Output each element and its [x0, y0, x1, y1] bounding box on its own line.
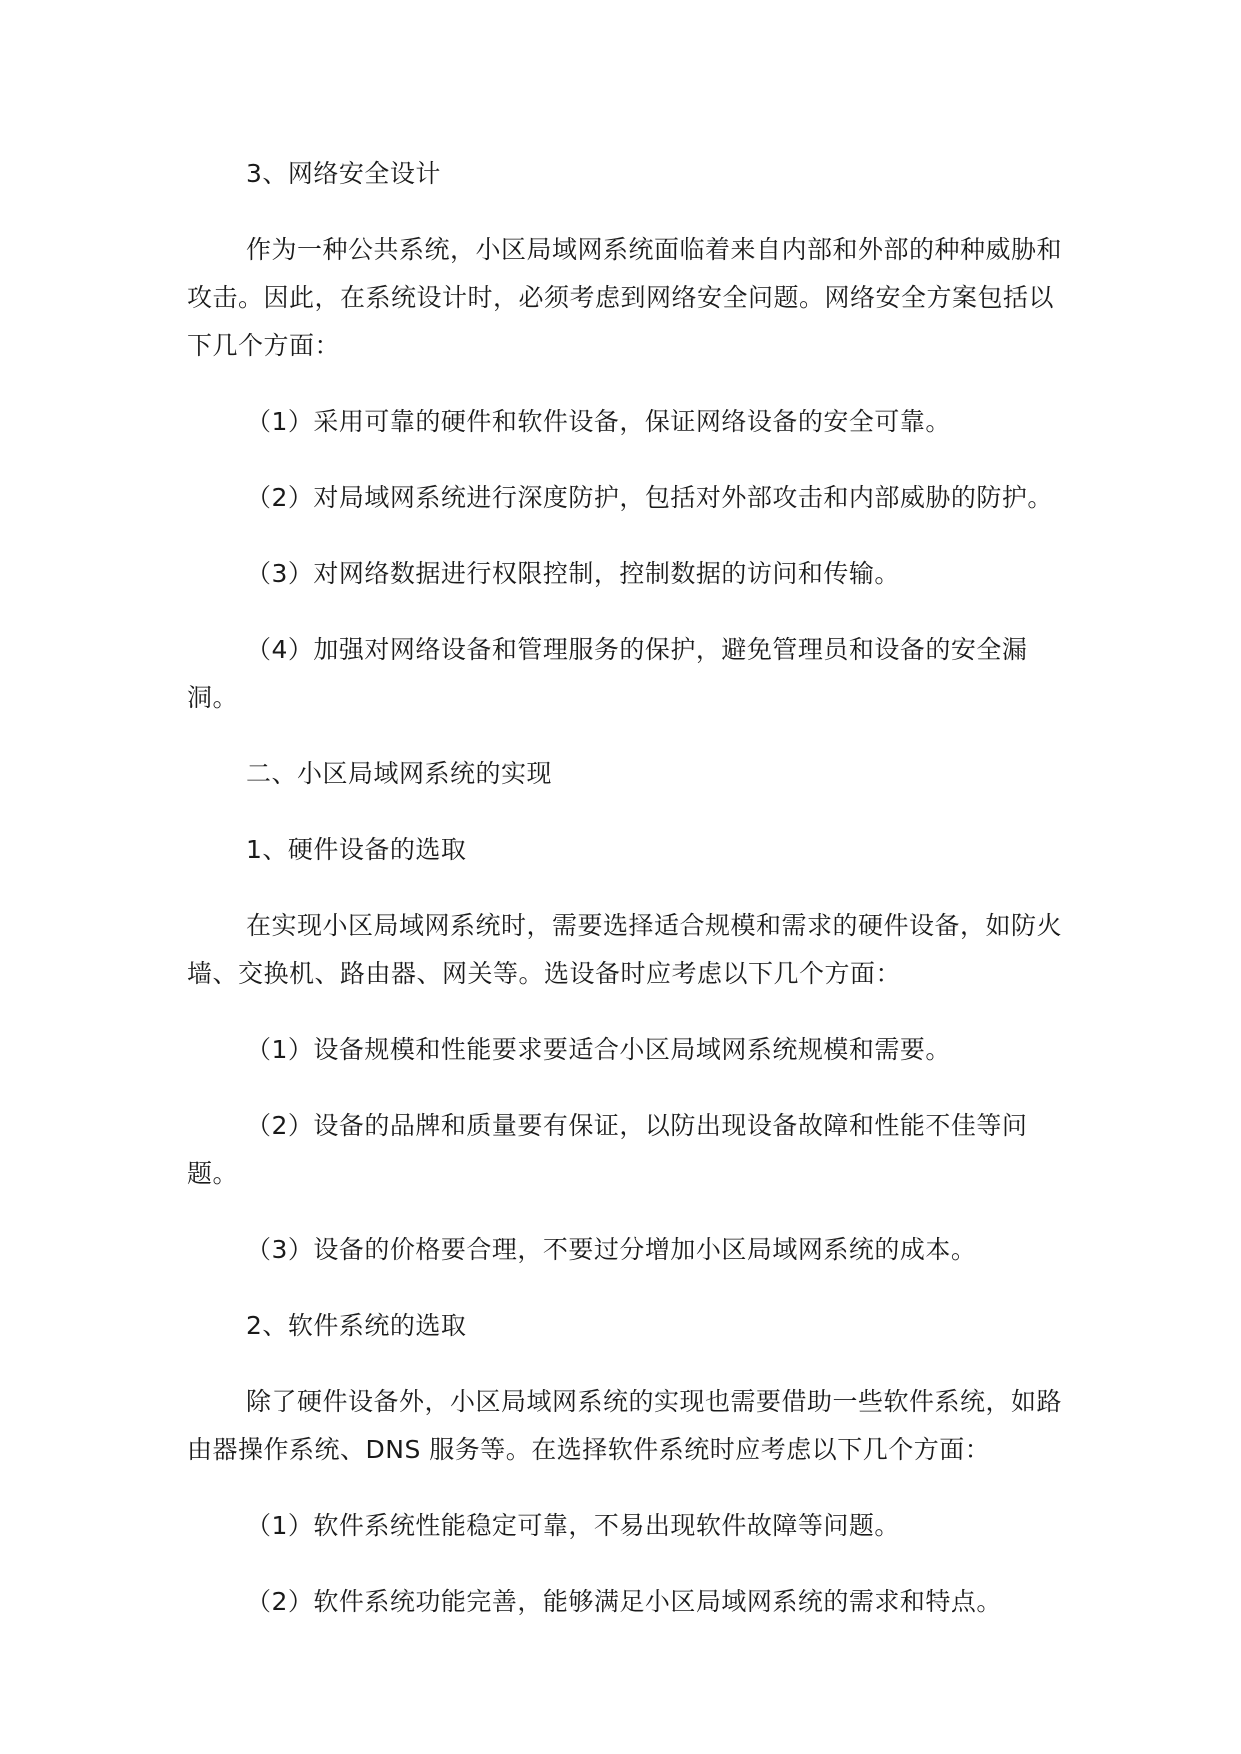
- document-body: [187, 150, 1077, 1654]
- list-item-software-1: （1）软件系统性能稳定可靠，不易出现软件故障等问题。: [246, 1511, 900, 1540]
- section-heading-software: 2、软件系统的选取: [246, 1311, 467, 1340]
- list-item-software-2: （2）软件系统功能完善，能够满足小区局域网系统的需求和特点。: [246, 1587, 1002, 1616]
- section-heading-network-security: 3、网络安全设计: [246, 159, 441, 188]
- list-item-hardware-1: （1）设备规模和性能要求要适合小区局域网系统规模和需要。: [246, 1035, 951, 1064]
- chapter-heading-implementation: 二、小区局域网系统的实现: [246, 759, 553, 788]
- list-item-security-4: （4）加强对网络设备和管理服务的保护，避免管理员和设备的安全漏洞。: [187, 635, 1028, 712]
- list-item-security-2: （2）对局域网系统进行深度防护，包括对外部攻击和内部威胁的防护。: [246, 483, 1053, 512]
- list-item-security-1: （1）采用可靠的硬件和软件设备，保证网络设备的安全可靠。: [246, 407, 951, 436]
- paragraph-security-intro: 作为一种公共系统，小区局域网系统面临着来自内部和外部的种种威胁和攻击。因此，在系统设计时，必须考虑到网络安全问题。网络安全方案包括以下几个方面：: [187, 235, 1063, 360]
- section-heading-hardware: 1、硬件设备的选取: [246, 835, 467, 864]
- list-item-hardware-3: （3）设备的价格要合理，不要过分增加小区局域网系统的成本。: [246, 1235, 977, 1264]
- list-item-security-3: （3）对网络数据进行权限控制，控制数据的访问和传输。: [246, 559, 900, 588]
- paragraph-hardware-intro: 在实现小区局域网系统时，需要选择适合规模和需求的硬件设备，如防火墙、交换机、路由器、网关等。选设备时应考虑以下几个方面：: [187, 911, 1063, 988]
- list-item-hardware-2: （2）设备的品牌和质量要有保证，以防出现设备故障和性能不佳等问题。: [187, 1111, 1028, 1188]
- paragraph-software-intro: 除了硬件设备外，小区局域网系统的实现也需要借助一些软件系统，如路由器操作系统、DNS 服务等。在选择软件系统时应考虑以下几个方面：: [187, 1387, 1063, 1464]
